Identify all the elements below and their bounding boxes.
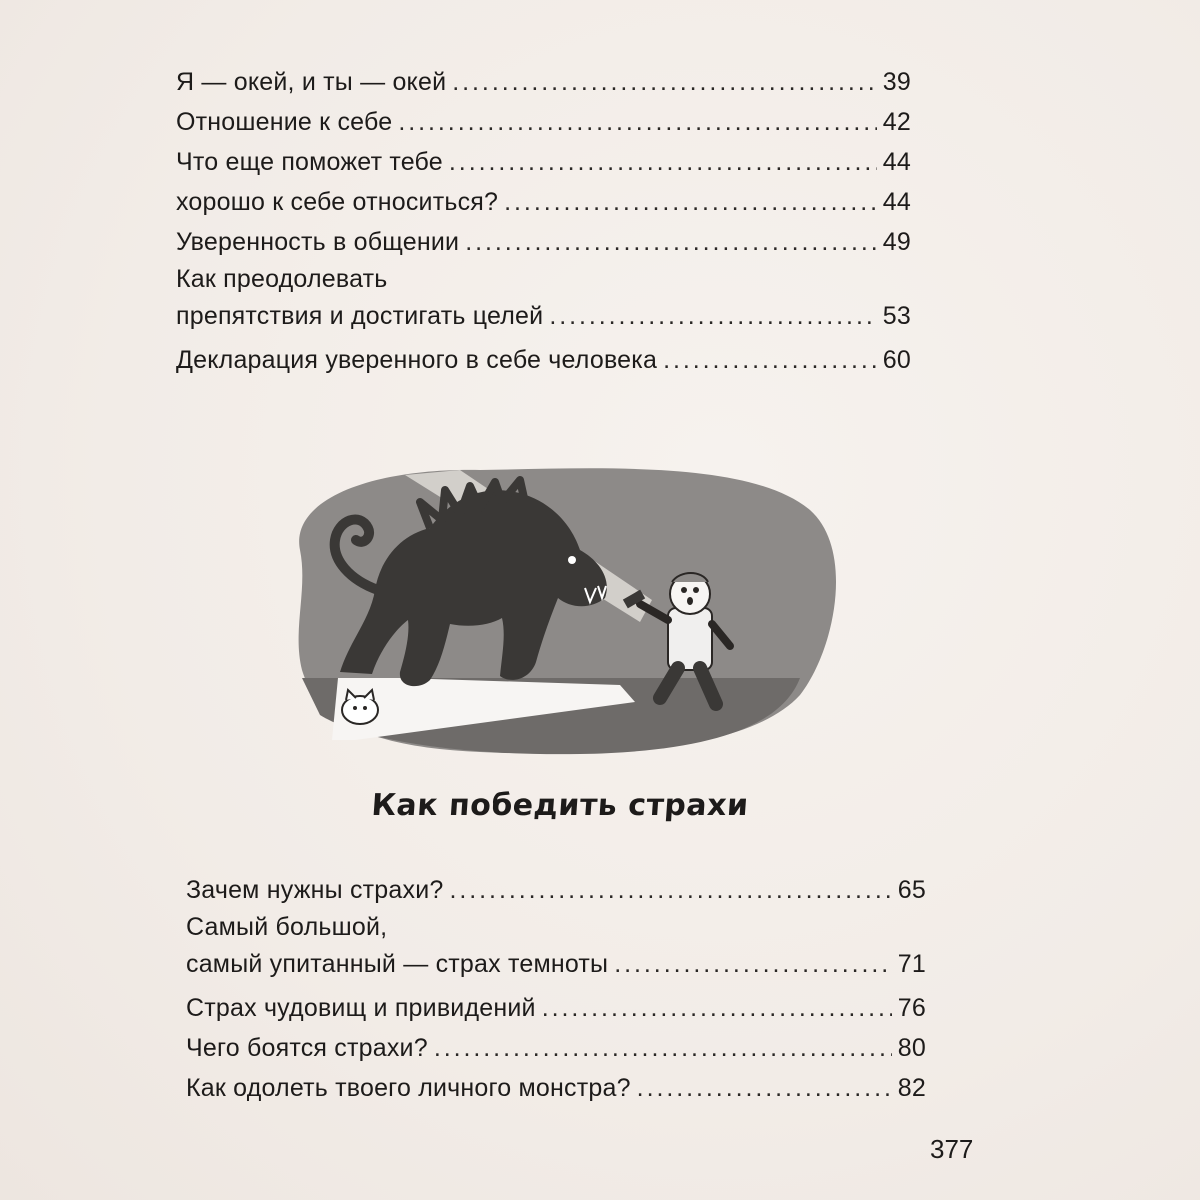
toc-entry-page: 39 bbox=[882, 68, 911, 96]
toc-leader-dots bbox=[663, 340, 877, 380]
toc-leader-dots bbox=[449, 870, 891, 910]
toc-entry bbox=[176, 102, 911, 142]
table-of-contents-bottom bbox=[186, 870, 926, 1108]
toc-entry-title-line2: препятствия и достигать целей bbox=[176, 302, 544, 330]
toc-entry bbox=[176, 62, 911, 102]
toc-leader-dots bbox=[637, 1068, 892, 1108]
toc-leader-dots bbox=[542, 988, 892, 1028]
toc-entry-page: 76 bbox=[897, 994, 926, 1022]
toc-leader-dots bbox=[614, 944, 892, 984]
toc-entry-page: 80 bbox=[897, 1034, 926, 1062]
toc-entry bbox=[176, 222, 911, 262]
toc-leader-dots bbox=[504, 182, 877, 222]
toc-entry-title-line2: самый упитанный — страх темноты bbox=[186, 950, 609, 978]
section-heading: Как победить страхи bbox=[370, 788, 750, 823]
toc-entry-page: 60 bbox=[882, 346, 911, 374]
toc-entry bbox=[176, 340, 911, 380]
toc-entry-title: Чего боятся страхи? bbox=[186, 1034, 428, 1062]
toc-entry-title: Как одолеть твоего личного монстра? bbox=[186, 1074, 631, 1102]
monster-shadow-illustration bbox=[280, 440, 840, 760]
toc-entry-page: 65 bbox=[897, 876, 926, 904]
toc-entry-page: 42 bbox=[882, 108, 911, 136]
toc-leader-dots bbox=[452, 62, 877, 102]
table-of-contents-top bbox=[176, 62, 911, 380]
toc-leader-dots bbox=[449, 142, 877, 182]
toc-leader-dots bbox=[465, 222, 877, 262]
toc-leader-dots bbox=[434, 1028, 892, 1068]
toc-entry-title-line1: Самый большой, bbox=[186, 913, 388, 941]
monster-eye bbox=[568, 556, 576, 564]
toc-entry-title: Я — окей, и ты — окей bbox=[176, 68, 447, 96]
toc-entry-title: Зачем нужны страхи? bbox=[186, 876, 444, 904]
toc-entry-title: Что еще поможет тебе bbox=[176, 148, 443, 176]
toc-entry bbox=[176, 182, 911, 222]
toc-entry bbox=[186, 988, 926, 1028]
toc-leader-dots bbox=[549, 296, 876, 336]
toc-entry-page: 44 bbox=[882, 188, 911, 216]
toc-entry bbox=[186, 1028, 926, 1068]
page-number: 377 bbox=[930, 1134, 974, 1164]
toc-entry bbox=[186, 910, 926, 988]
toc-entry-title: Декларация уверенного в себе человека bbox=[176, 346, 658, 374]
toc-entry-page: 82 bbox=[897, 1074, 926, 1102]
toc-entry-page: 44 bbox=[882, 148, 911, 176]
small-cat bbox=[342, 690, 378, 724]
toc-entry bbox=[176, 142, 911, 182]
toc-entry bbox=[186, 1068, 926, 1108]
toc-entry bbox=[176, 262, 911, 340]
toc-entry-title: Страх чудовищ и привидений bbox=[186, 994, 536, 1022]
toc-entry-page: 49 bbox=[882, 228, 911, 256]
toc-entry-title-line1: Как преодолевать bbox=[176, 265, 388, 293]
toc-entry-title: Уверенность в общении bbox=[176, 228, 460, 256]
toc-entry bbox=[186, 870, 926, 910]
toc-entry-page: 71 bbox=[897, 950, 926, 978]
toc-entry-title: хорошо к себе относиться? bbox=[176, 188, 499, 216]
toc-entry-page: 53 bbox=[882, 302, 911, 330]
toc-leader-dots bbox=[398, 102, 876, 142]
toc-entry-title: Отношение к себе bbox=[176, 108, 393, 136]
